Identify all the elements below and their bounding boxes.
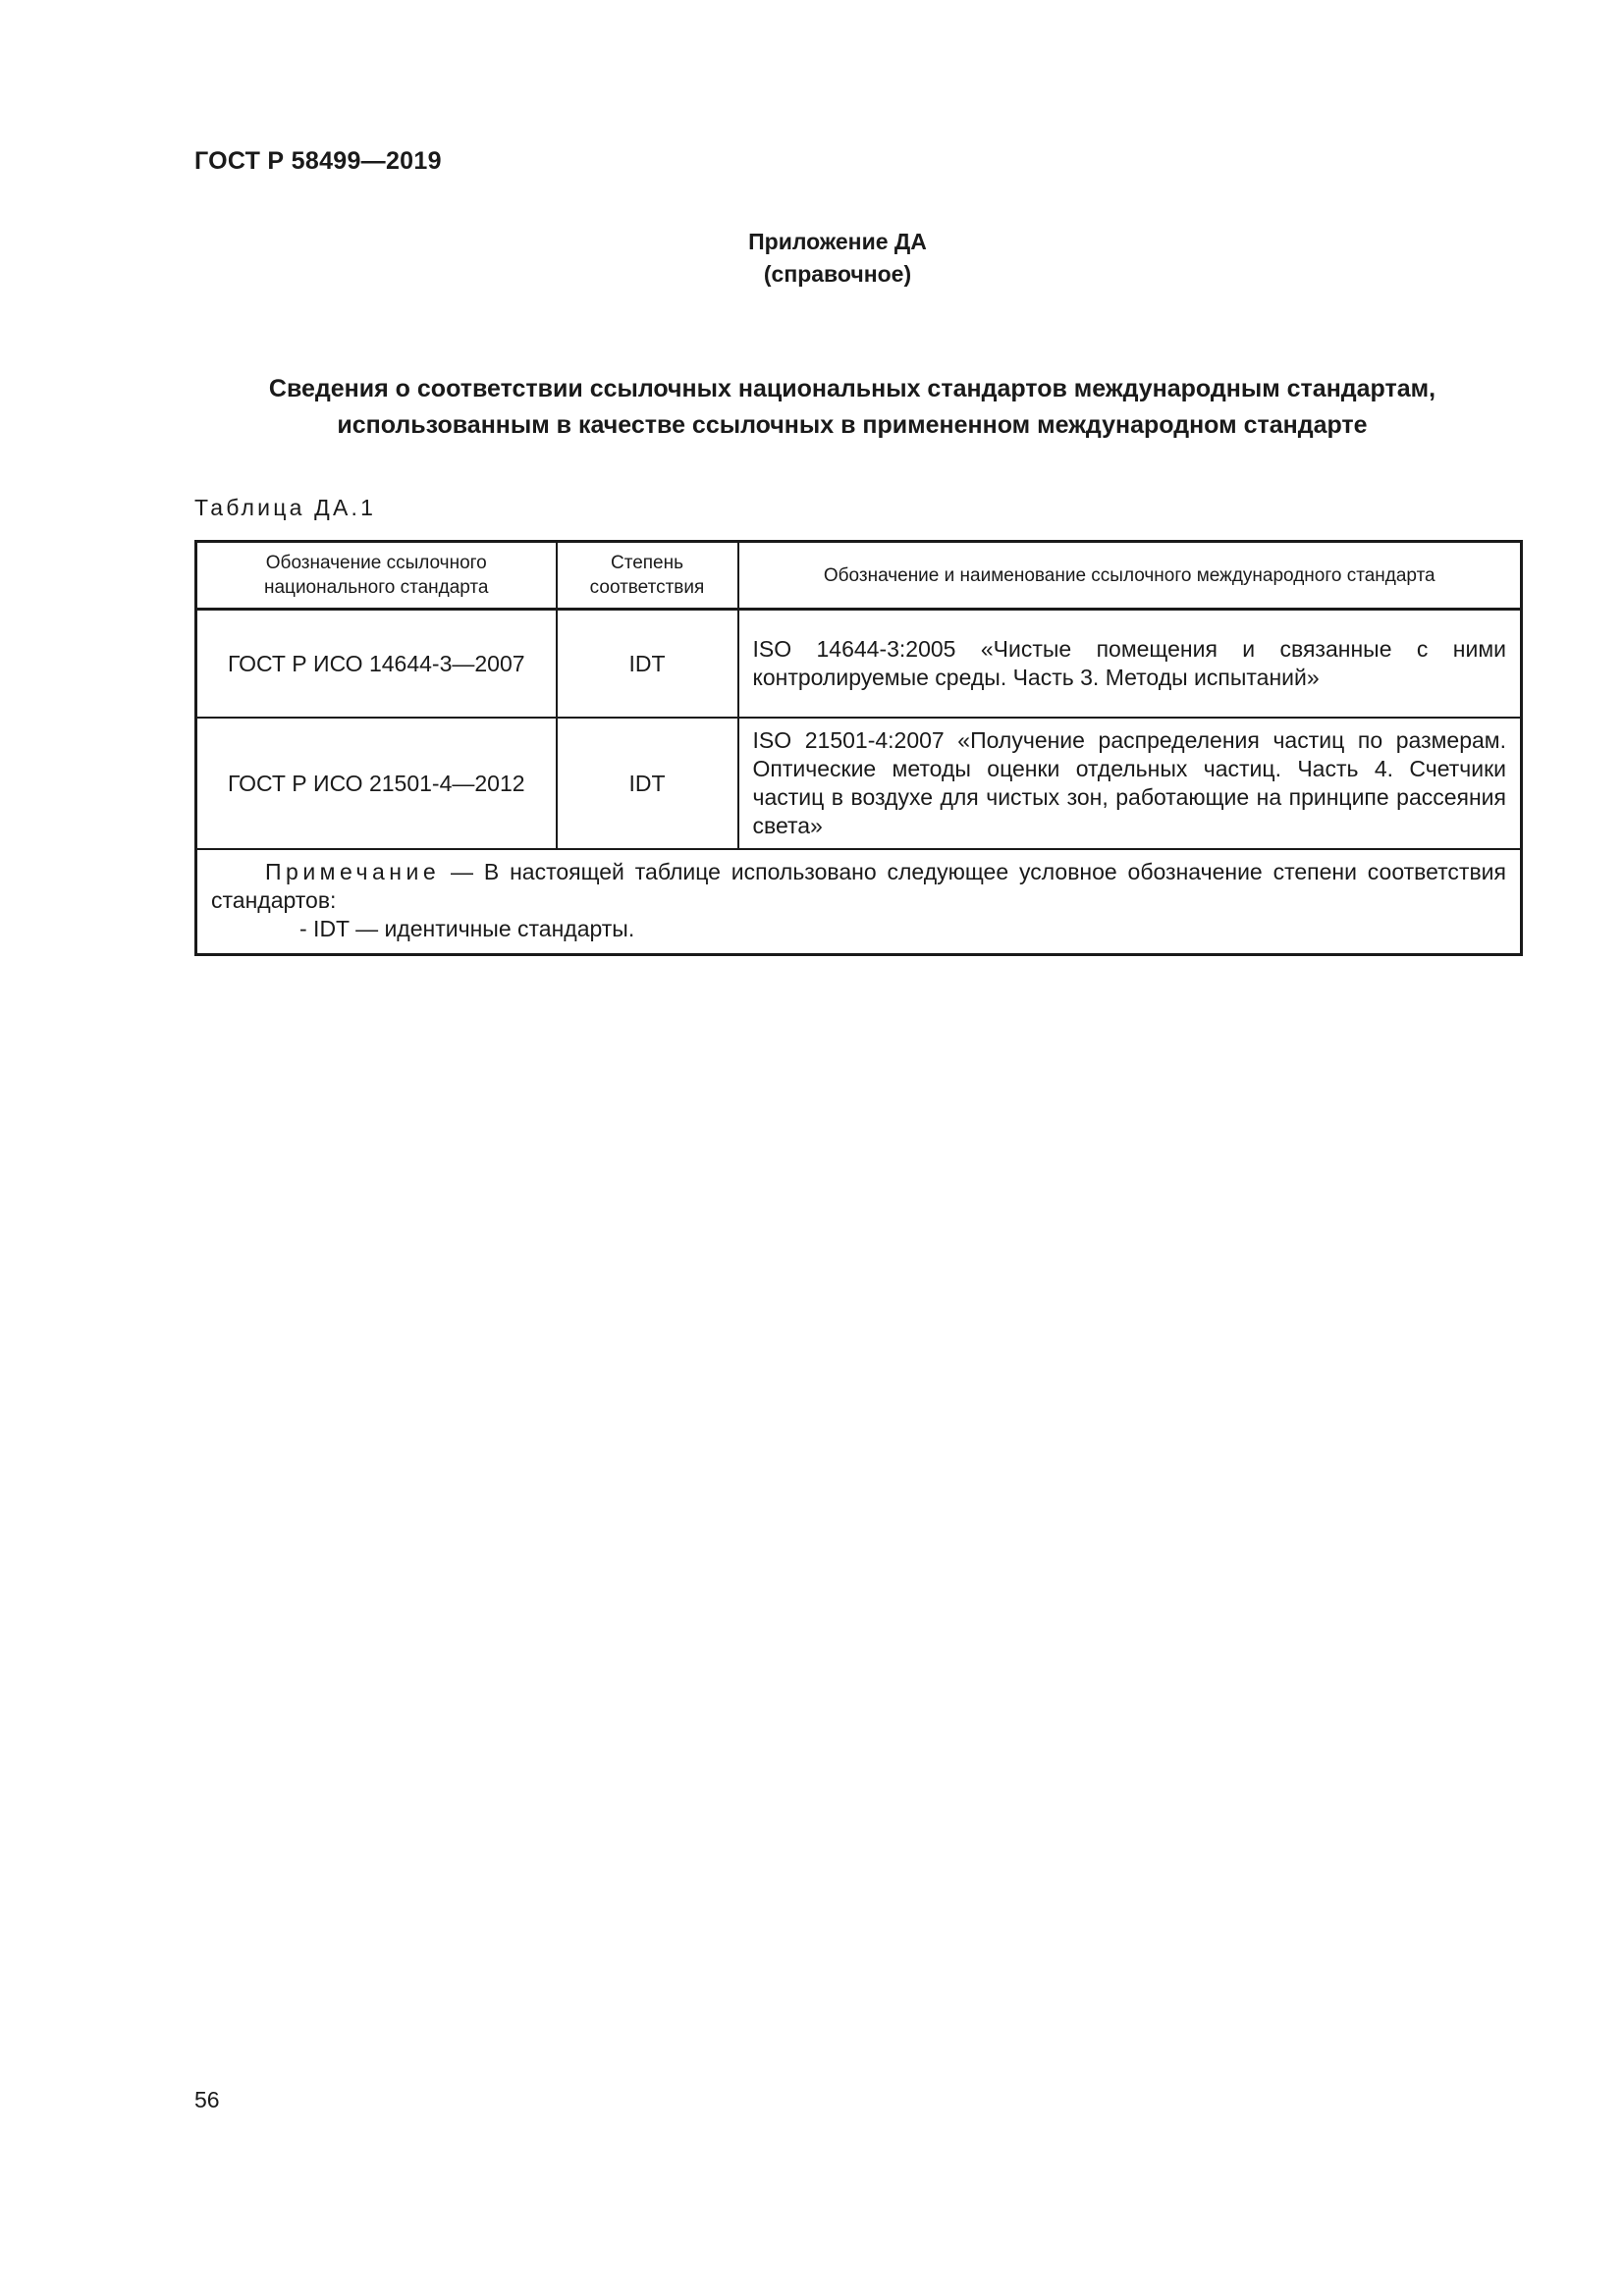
annex-title: Приложение ДА — [748, 229, 927, 254]
column-header-international: Обозначение и наименование ссылочного международного стандарта — [738, 542, 1522, 610]
note-label: Примечание — [265, 859, 441, 884]
column-header-national: Обозначение ссылочного национального стандарта — [196, 542, 557, 610]
cell-degree: IDT — [557, 718, 738, 849]
cell-degree: IDT — [557, 610, 738, 719]
table-note-row — [196, 849, 1522, 955]
document-code: ГОСТ Р 58499—2019 — [194, 147, 442, 175]
page-number: 56 — [194, 2087, 220, 2112]
table-row — [196, 610, 1522, 719]
annex-title-block — [0, 226, 1624, 291]
correspondence-table — [194, 540, 1523, 956]
note-text: — В настоящей таблице использовано следующее условное обозначение степени соответствия стандартов: — [211, 859, 1506, 913]
cell-international-standard: ISO 21501-4:2007 «Получение распределения частиц по размерам. Оптические методы оценки отдельных частиц. Часть 4. Счетчики частиц в воздухе для чистых зон, работающие на принципе рассеяния света» — [738, 718, 1522, 849]
cell-national-standard: ГОСТ Р ИСО 21501-4—2012 — [196, 718, 557, 849]
section-heading — [194, 371, 1510, 444]
column-header-degree: Степень соответствия — [557, 542, 738, 610]
table-note — [196, 849, 1522, 955]
cell-national-standard: ГОСТ Р ИСО 14644-3—2007 — [196, 610, 557, 719]
section-heading-line-1: Сведения о соответствии ссылочных национальных стандартов международным стандартам, — [268, 375, 1436, 402]
section-heading-line-2: использованным в качестве ссылочных в примененном международном стандарте — [337, 411, 1368, 439]
table-header-row — [196, 542, 1522, 610]
note-item: - IDT — идентичные стандарты. — [299, 916, 635, 941]
cell-international-standard: ISO 14644-3:2005 «Чистые помещения и связанные с ними контролируемые среды. Часть 3. Методы испытаний» — [738, 610, 1522, 719]
table-caption: Таблица ДА.1 — [194, 495, 377, 520]
annex-subtitle: (справочное) — [763, 261, 912, 287]
table-row — [196, 718, 1522, 849]
